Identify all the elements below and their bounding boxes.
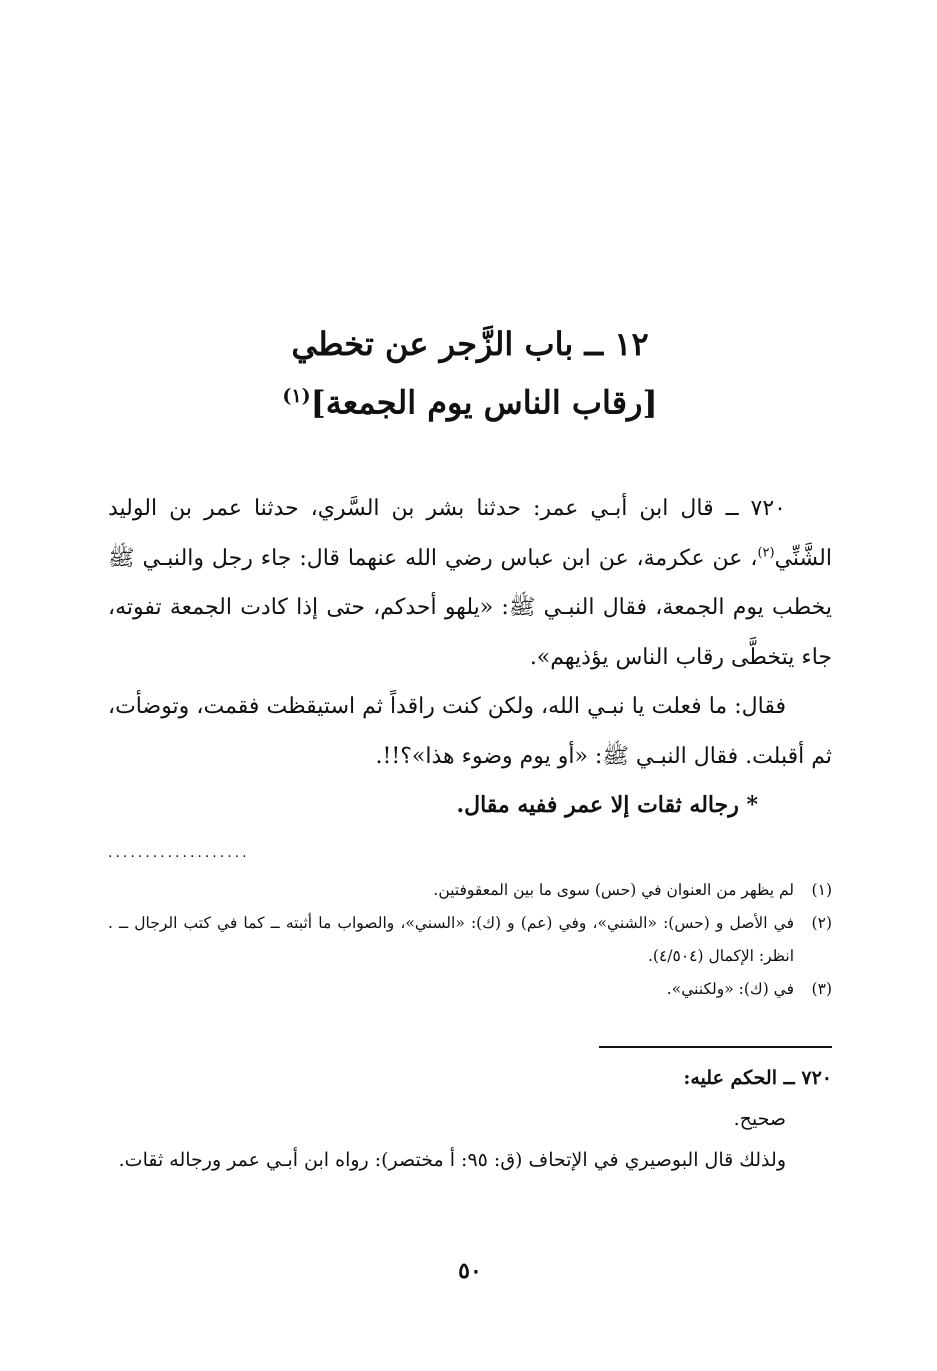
chapter-title-line-2-text: [رقاب الناس يوم الجمعة]: [310, 383, 658, 422]
footnote-number: (٢): [811, 914, 832, 932]
hadith-paragraph-2: فقال: ما فعلت يا نبـي الله، ولكن كنت راقداً ثم استيقظت فقمت، وتوضأت، ثم أقبلت. فقال النبـي ﷺ: «أو يوم وضوء هذا»؟!!.: [108, 694, 832, 769]
footnote-separator: ...................: [108, 848, 250, 858]
ruling-heading: ٧٢٠ ــ الحكم عليه:: [683, 1067, 832, 1089]
hadith-text: [108, 484, 832, 831]
ruling-verdict: صحيح.: [733, 1108, 786, 1130]
chapter-heading: [108, 318, 832, 429]
footnote-item: [108, 874, 832, 907]
chapter-title-line-1: [108, 318, 832, 370]
ruling-section: [108, 1058, 832, 1181]
hadith-paragraph-1-part-2: ، عن عكرمة، عن ابن عباس رضي الله عنهما قال: جاء رجل والنبـي ﷺ يخطب يوم الجمعة، فقال النبـي ﷺ: «يلهو أحدكم، حتى إذا كادت الجمعة تفوته، جاء يتخطَّى رقاب الناس يؤذيهم».: [108, 545, 832, 670]
section-divider: [599, 1046, 832, 1048]
chapter-title-line-1-text: ١٢ ــ باب الزَّجر عن تخطي: [291, 325, 649, 363]
ruling-text: ولذلك قال البوصيري في الإتحاف (ق: ٩٥: أ مختصر): رواه ابن أبـي عمر ورجاله ثقات.: [118, 1149, 786, 1171]
hadith-paragraph-1-part-1: ٧٢٠ ــ قال ابن أبـي عمر: حدثنا بشر بن السَّري، حدثنا عمر بن الوليد الشَّنِّي: [108, 496, 832, 571]
page-number: ٥٠: [458, 1258, 482, 1284]
footnotes: [108, 874, 832, 1006]
hadith-paragraph-1: [108, 484, 832, 682]
footnote-item: [108, 907, 832, 973]
book-page: [108, 0, 832, 1371]
footnote-marker-1: (١): [282, 385, 311, 407]
footnote-text: لم يظهر من العنوان في (حس) سوى ما بين المعقوفتين.: [433, 881, 794, 899]
footnote-text: في الأصل و (حس): «الشني»، وفي (عم) و (ك): «السني»، والصواب ما أثبته ــ كما في كتب الرجال ــ . انظر: الإكمال (٤/٥٠٤).: [108, 914, 794, 965]
footnote-item: [108, 973, 832, 1006]
footnote-marker-2: (٢): [757, 545, 775, 561]
chapter-title-line-2: [108, 370, 832, 429]
footnote-number: (٣): [811, 980, 832, 998]
footnote-number: (١): [811, 881, 832, 899]
footnote-text: في (ك): «ولكنني».: [666, 980, 794, 998]
hadith-verdict: * رجاله ثقات إلا عمر ففيه مقال.: [456, 792, 758, 818]
